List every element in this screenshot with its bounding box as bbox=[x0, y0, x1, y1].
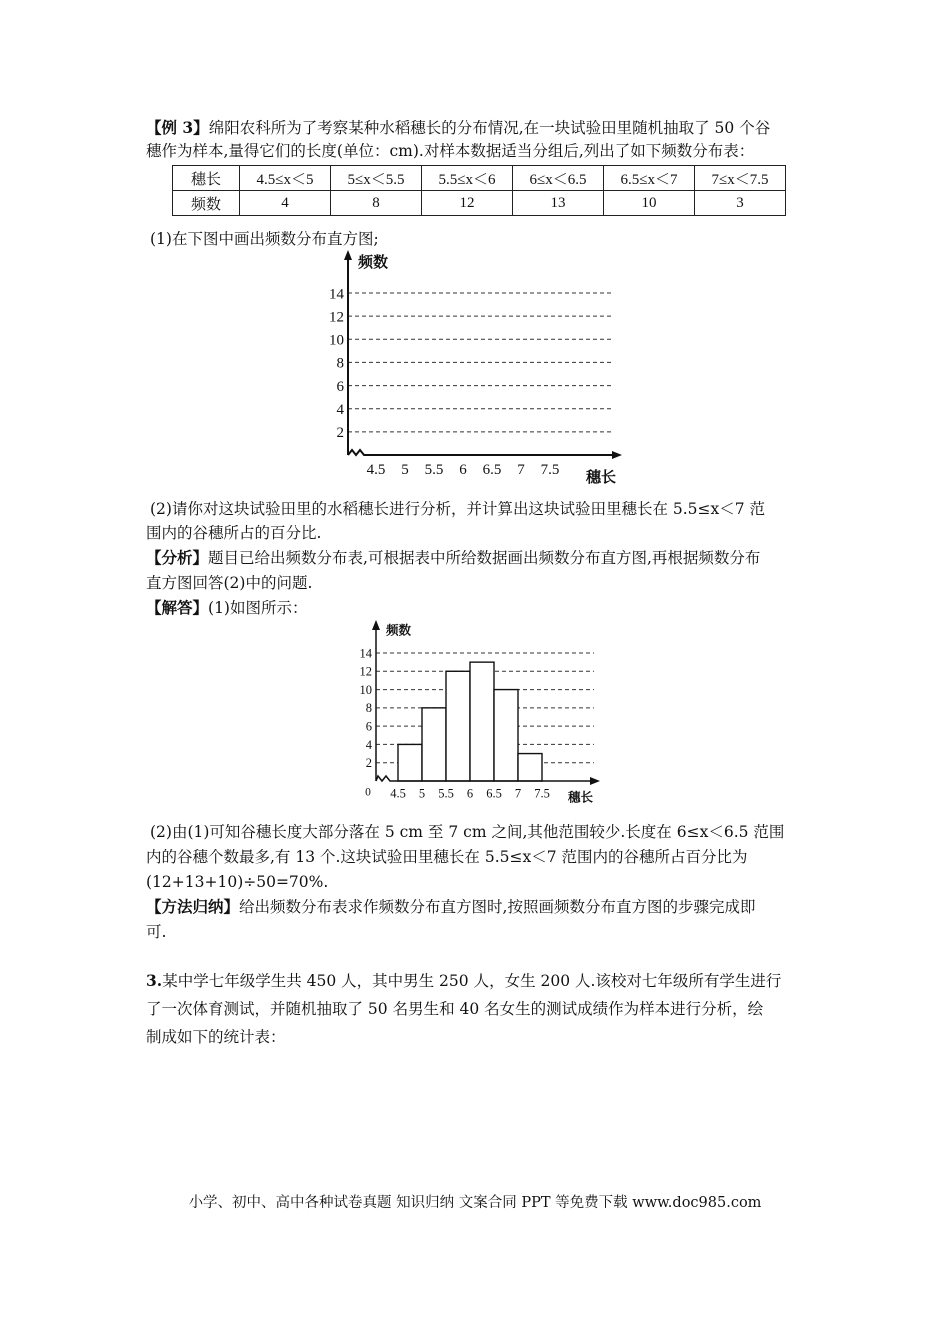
x-tick-label: 5.5 bbox=[438, 786, 454, 801]
table-row-length bbox=[173, 166, 786, 191]
table-cell: 5.5≤x＜6 bbox=[422, 166, 513, 191]
method-text-1: 给出频数分布表求作频数分布直方图时,按照画频数分布直方图的步骤完成即 bbox=[239, 898, 756, 916]
table-cell: 5≤x＜5.5 bbox=[331, 166, 422, 191]
y-tick-label: 12 bbox=[359, 664, 372, 679]
table-row-count bbox=[173, 191, 786, 216]
table-cell: 7≤x＜7.5 bbox=[695, 166, 786, 191]
histogram-bar bbox=[446, 671, 470, 781]
y-axis-label: 频数 bbox=[358, 255, 389, 271]
method-tag: 【方法归纳】 bbox=[146, 897, 240, 916]
origin-label: 0 bbox=[365, 786, 371, 799]
histogram-bar bbox=[518, 754, 542, 781]
y-tick-label: 8 bbox=[336, 355, 344, 372]
analysis-line-2: 直方图回答(2)中的问题. bbox=[146, 574, 313, 592]
y-axis-arrow-icon bbox=[372, 620, 380, 630]
problem-3-line-3: 制成如下的统计表： bbox=[146, 1028, 286, 1046]
method-line-1 bbox=[146, 896, 755, 918]
answer-2-line-3: (12+13+10)÷50=70%. bbox=[146, 873, 329, 891]
histogram-bar bbox=[470, 662, 494, 781]
y-tick-label: 4 bbox=[336, 401, 344, 418]
histogram-bar bbox=[494, 690, 518, 781]
x-tick-label: 5 bbox=[418, 786, 426, 801]
x-tick-label: 7.5 bbox=[540, 462, 560, 478]
analysis-line-1 bbox=[146, 547, 760, 569]
y-tick-label: 14 bbox=[329, 286, 344, 303]
x-tick-label: 6 bbox=[466, 786, 474, 801]
x-tick-label: 6.5 bbox=[482, 462, 502, 478]
page-footer: 小学、初中、高中各种试卷真题 知识归纳 文案合同 PPT 等免费下载 www.doc985.com bbox=[188, 1195, 762, 1211]
y-tick-label: 14 bbox=[359, 646, 372, 661]
example-text-1: 绵阳农科所为了考察某种水稻穗长的分布情况,在一块试验田里随机抽取了 50 个谷 bbox=[208, 119, 771, 137]
answer-tag: 【解答】 bbox=[146, 598, 209, 617]
y-tick-label: 10 bbox=[329, 332, 344, 349]
table-row-label: 频数 bbox=[173, 191, 240, 216]
table-cell: 3 bbox=[695, 191, 786, 216]
table-cell: 13 bbox=[513, 191, 604, 216]
table-row-label: 穗长 bbox=[173, 166, 240, 191]
empty-histogram-grid bbox=[310, 246, 630, 486]
y-tick-label: 2 bbox=[365, 756, 372, 771]
x-axis bbox=[348, 450, 616, 455]
answer-2-line-2: 内的谷穗个数最多,有 13 个.这块试验田里穗长在 5.5≤x＜7 范围内的谷穗所占百分比为 bbox=[146, 848, 748, 866]
question-2-line-2: 围内的谷穗所占的百分比. bbox=[146, 524, 322, 542]
table-cell: 6.5≤x＜7 bbox=[604, 166, 695, 191]
x-tick-label: 5 bbox=[401, 462, 409, 478]
method-line-2: 可. bbox=[146, 923, 167, 941]
y-tick-label: 6 bbox=[365, 719, 372, 734]
table-cell: 8 bbox=[331, 191, 422, 216]
question-2-line-1: (2)请你对这块试验田里的水稻穗长进行分析，并计算出这块试验田里穗长在 5.5≤x＜7 范 bbox=[150, 500, 766, 518]
answer-line bbox=[146, 597, 307, 619]
problem-3-line-2: 了一次体育测试，并随机抽取了 50 名男生和 40 名女生的测试成绩作为样本进行分析，绘 bbox=[146, 1000, 764, 1018]
analysis-tag: 【分析】 bbox=[146, 548, 209, 567]
x-tick-label: 4.5 bbox=[366, 462, 386, 478]
histogram-bar bbox=[398, 744, 422, 781]
example-line-2 bbox=[146, 140, 754, 162]
x-tick-label: 5.5 bbox=[424, 462, 444, 478]
example-text-2: 穗作为样本,量得它们的长度(单位：cm).对样本数据适当分组后,列出了如下频数分布表： bbox=[146, 142, 755, 160]
frequency-table bbox=[172, 165, 786, 216]
x-tick-label: 7 bbox=[517, 462, 525, 478]
x-tick-label: 6.5 bbox=[486, 786, 502, 801]
table-cell: 6≤x＜6.5 bbox=[513, 166, 604, 191]
problem-3-line-1 bbox=[146, 970, 781, 992]
x-tick-label: 6 bbox=[459, 462, 467, 478]
y-tick-label: 10 bbox=[359, 682, 372, 697]
x-axis-arrow-icon bbox=[612, 451, 622, 459]
problem-3-number: 3. bbox=[146, 971, 163, 990]
y-tick-label: 12 bbox=[329, 309, 344, 326]
question-1: (1)在下图中画出频数分布直方图; bbox=[150, 230, 379, 248]
answer-text: (1)如图所示： bbox=[208, 599, 308, 617]
table-cell: 12 bbox=[422, 191, 513, 216]
y-tick-label: 4 bbox=[365, 737, 372, 752]
example-line-1 bbox=[146, 117, 770, 139]
y-tick-label: 2 bbox=[336, 425, 344, 442]
x-axis-label: 穗长 bbox=[568, 790, 594, 805]
analysis-text-1: 题目已给出频数分布表,可根据表中所给数据画出频数分布直方图,再根据频数分布 bbox=[208, 549, 761, 567]
x-tick-label: 7 bbox=[514, 786, 522, 801]
y-tick-label: 6 bbox=[336, 378, 344, 395]
x-tick-label: 4.5 bbox=[390, 786, 406, 801]
y-tick-label: 8 bbox=[365, 701, 372, 716]
example-tag: 【例 3】 bbox=[146, 118, 209, 137]
table-cell: 4 bbox=[240, 191, 331, 216]
y-axis-arrow-icon bbox=[344, 250, 352, 260]
histogram-bar bbox=[422, 708, 446, 781]
problem-3-text-1: 某中学七年级学生共 450 人，其中男生 250 人，女生 200 人.该校对七年级所有学生进行 bbox=[162, 972, 782, 990]
frequency-histogram bbox=[350, 618, 610, 814]
x-axis-arrow-icon bbox=[590, 777, 600, 785]
x-tick-label: 7.5 bbox=[534, 786, 550, 801]
y-axis-label: 频数 bbox=[386, 623, 412, 638]
answer-2-line-1: (2)由(1)可知谷穗长度大部分落在 5 cm 至 7 cm 之间,其他范围较少.长度在 6≤x＜6.5 范围 bbox=[150, 823, 785, 841]
table-cell: 4.5≤x＜5 bbox=[240, 166, 331, 191]
table-cell: 10 bbox=[604, 191, 695, 216]
x-axis-label: 穗长 bbox=[586, 470, 617, 486]
